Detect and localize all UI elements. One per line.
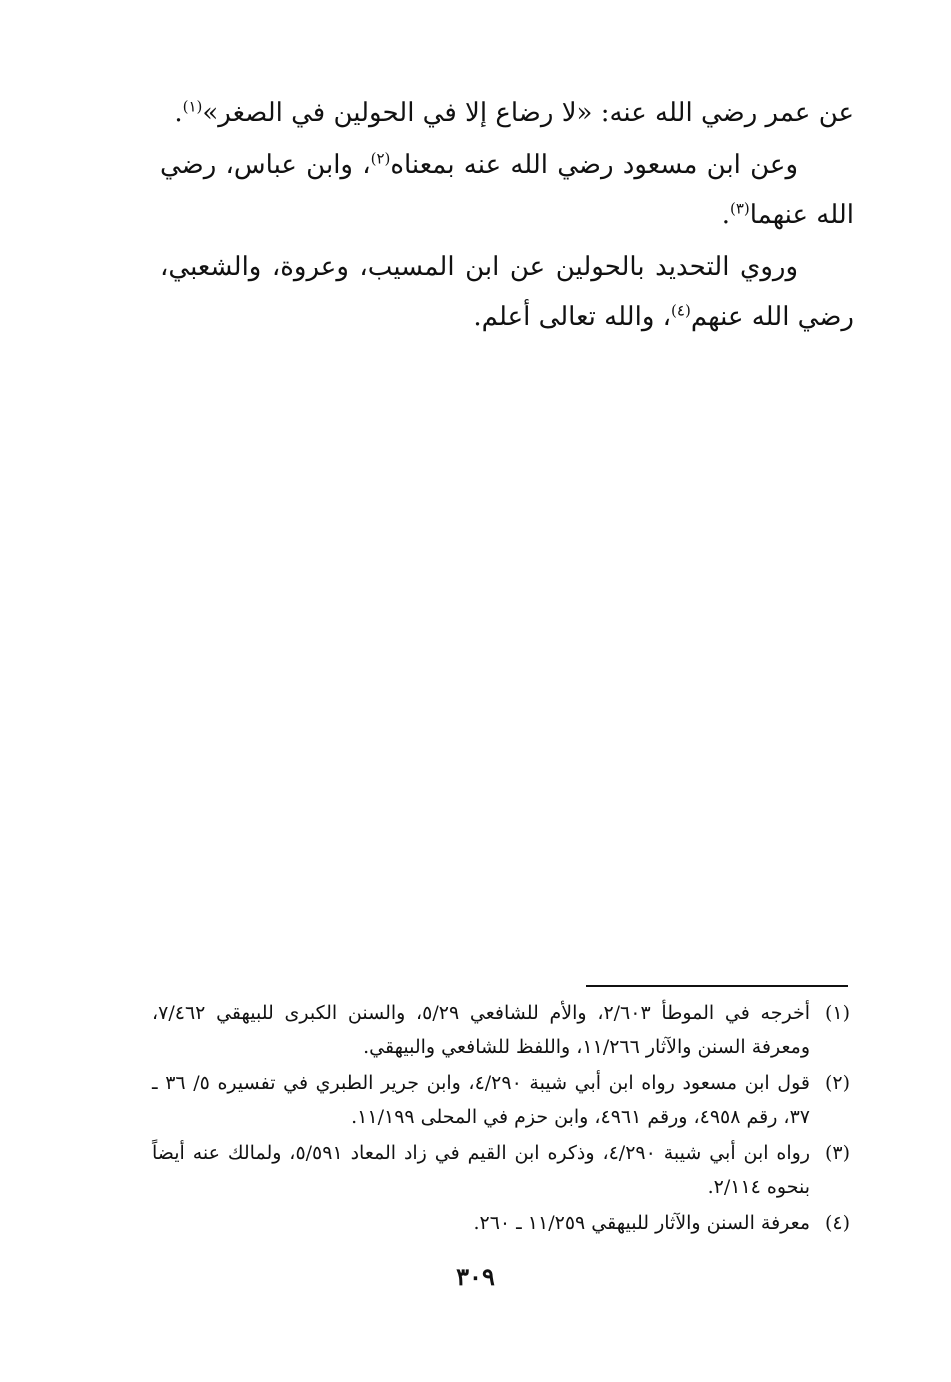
footnote-item <box>152 1066 850 1134</box>
footnote-number: (٤) <box>824 1212 850 1234</box>
footnote-ref-1[interactable]: (١) <box>182 97 203 116</box>
footnote-separator <box>586 985 848 987</box>
footnote-number: (٣) <box>824 1142 850 1164</box>
footnote-item <box>152 1206 850 1240</box>
footnote-ref-2[interactable]: (٢) <box>370 149 391 168</box>
main-text <box>160 88 854 344</box>
paragraph-1-end: . <box>174 98 183 128</box>
footnote-item <box>152 996 850 1064</box>
page-number: ٣٠٩ <box>456 1262 495 1291</box>
paragraph-2-end: . <box>721 200 730 230</box>
footnote-item <box>152 1136 850 1204</box>
paragraph-2 <box>160 140 854 240</box>
footnote-text: معرفة السنن والآثار للبيهقي ١١/٢٥٩ ـ ٢٦٠. <box>473 1212 810 1234</box>
footnote-number: (٢) <box>824 1072 850 1094</box>
footnote-text: أخرجه في الموطأ ٢/٦٠٣، والأم للشافعي ٥/٢٩، والسنن الكبرى للبيهقي ٧/٤٦٢، ومعرفة السنن والآثار ١١/٢٦٦، واللفظ للشافعي والبيهقي. <box>152 1002 810 1058</box>
paragraph-1-text: عن عمر رضي الله عنه: «لا رضاع إلا في الحولين في الصغر» <box>202 98 854 128</box>
footnote-ref-3[interactable]: (٣) <box>729 199 750 218</box>
paragraph-3 <box>160 242 854 342</box>
footnote-ref-4[interactable]: (٤) <box>671 301 691 320</box>
paragraph-2-text-a: وعن ابن مسعود رضي الله عنه بمعناه <box>390 150 798 180</box>
paragraph-2-text-b: ، وابن عباس، رضي الله عنهما <box>160 150 854 230</box>
footnote-number: (١) <box>824 1002 850 1024</box>
footnote-text: رواه ابن أبي شيبة ٤/٢٩٠، وذكره ابن القيم في زاد المعاد ٥/٥٩١، ولمالك عنه أيضاً بنحوه ٢/١١٤. <box>152 1142 810 1198</box>
footnotes-section <box>152 996 850 1242</box>
footnote-text: قول ابن مسعود رواه ابن أبي شيبة ٤/٢٩٠، وابن جرير الطبري في تفسيره ٥/ ٣٦ ـ ٣٧، رقم ٤٩٥٨، ورقم ٤٩٦١، وابن حزم في المحلى ١١/١٩٩. <box>152 1072 811 1128</box>
paragraph-3-text-a: وروي التحديد بالحولين عن ابن المسيب، وعروة، والشعبي، رضي الله عنهم <box>160 252 854 332</box>
paragraph-3-text-b: ، والله تعالى أعلم. <box>473 302 672 332</box>
paragraph-1 <box>160 88 854 138</box>
